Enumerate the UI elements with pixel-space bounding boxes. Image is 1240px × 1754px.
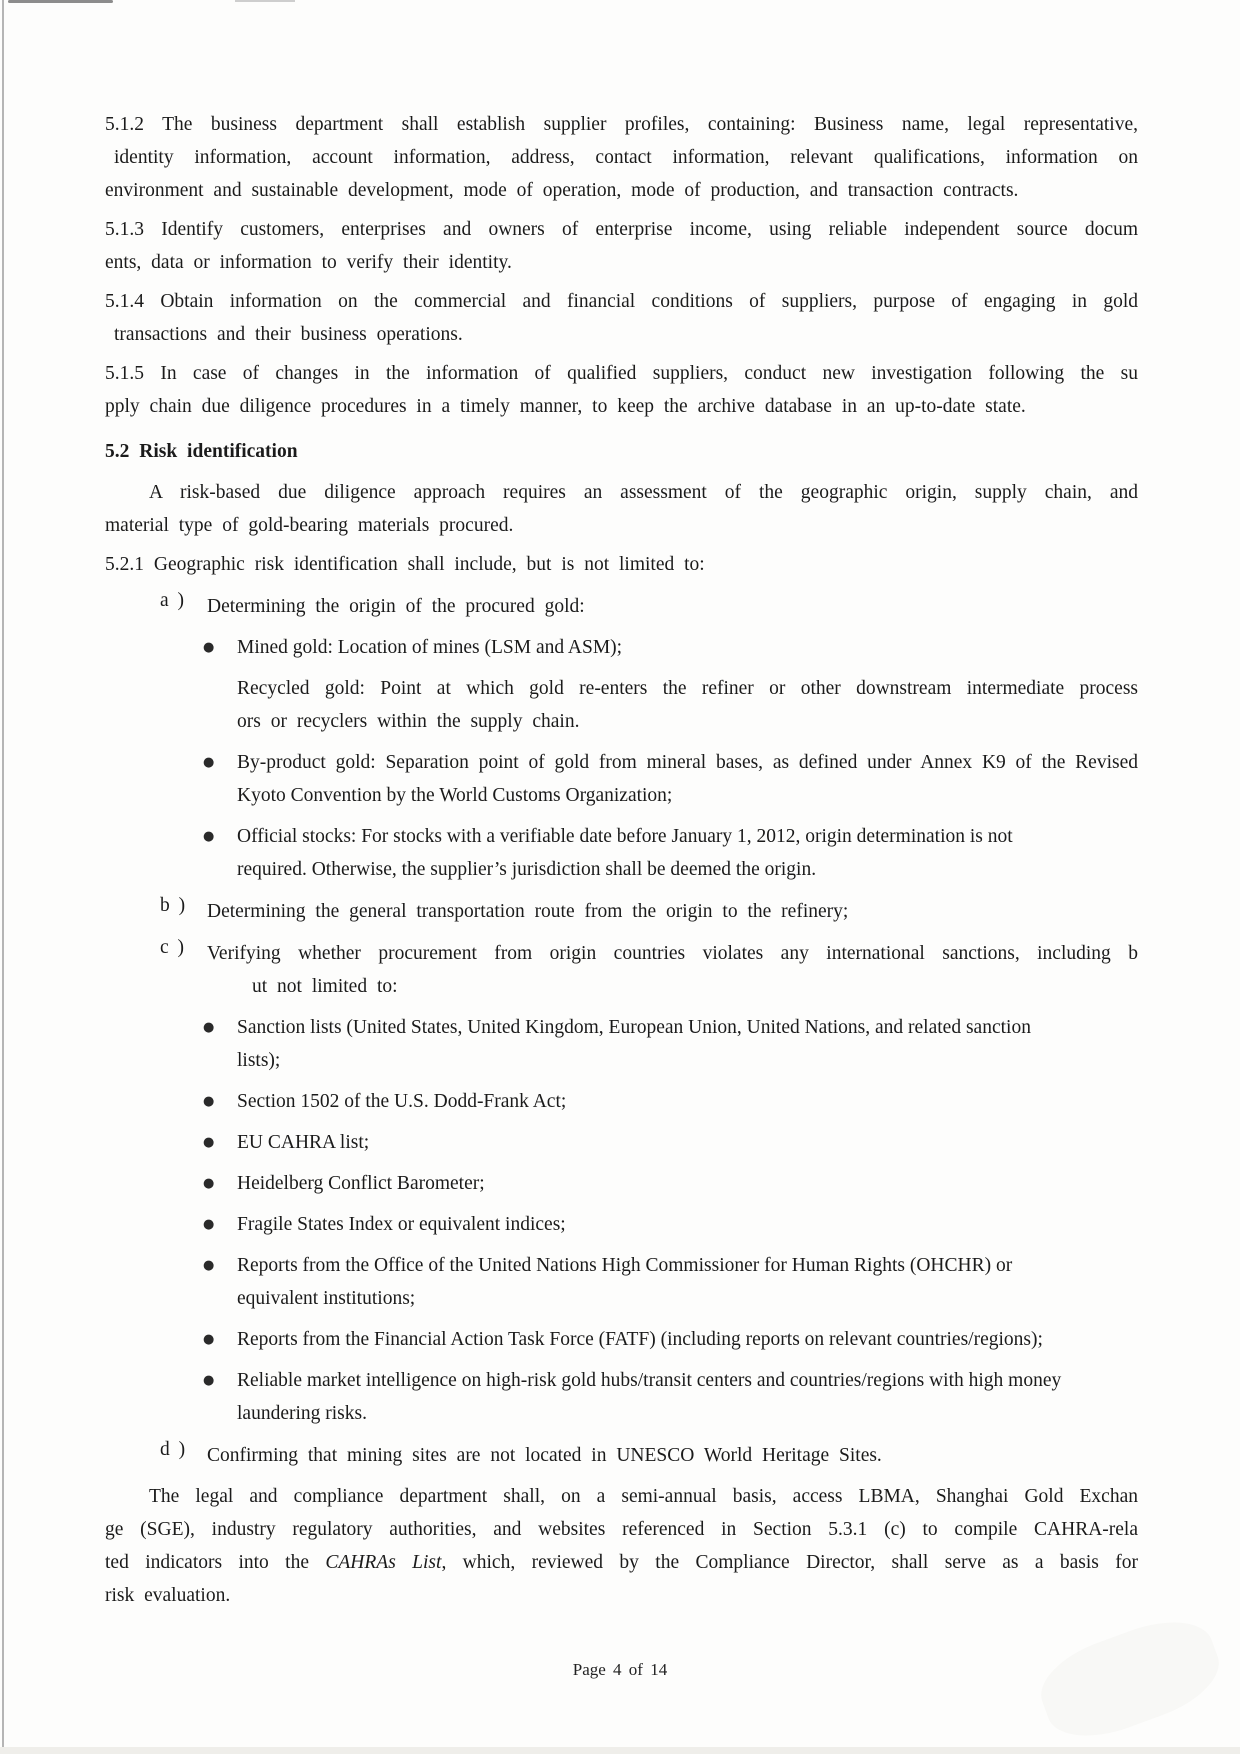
para-recycled-gold — [237, 672, 1138, 738]
list-item-text — [237, 1323, 1138, 1356]
text-line: Section 1502 of the U.S. Dodd-Frank Act; — [237, 1091, 567, 1112]
bullet-icon: ● — [203, 640, 215, 655]
list-item-text — [237, 1011, 1138, 1077]
bullet-fragile-states — [203, 1208, 1138, 1241]
text-line: laundering risks. — [237, 1403, 367, 1424]
bullet-official-stocks — [203, 820, 1138, 886]
list-item-text — [207, 1439, 1138, 1472]
list-item-text — [237, 1208, 1138, 1241]
text-line: equivalent institutions; — [237, 1288, 416, 1309]
list-item-text — [207, 895, 1138, 928]
text-line: Fragile States Index or equivalent indices; — [237, 1214, 566, 1235]
text-line: pply chain due diligence procedures in a timely manner, to keep the archive database in an up-to-date state. — [105, 396, 1026, 417]
bullet-icon: ● — [203, 1373, 215, 1388]
bullet-dodd-frank — [203, 1085, 1138, 1118]
text-line: required. Otherwise, the supplier’s jurisdiction shall be deemed the origin. — [237, 859, 817, 880]
bullet-icon: ● — [203, 755, 215, 770]
text-line: Verifying whether procurement from origin countries violates any international sanctions, including b — [207, 943, 1138, 964]
text-line: material type of gold-bearing materials procured. — [105, 515, 514, 536]
text-line: Heidelberg Conflict Barometer; — [237, 1173, 485, 1194]
bullet-heidelberg — [203, 1167, 1138, 1200]
text-line: Mined gold: Location of mines (LSM and ASM); — [237, 637, 623, 658]
text-line: risk evaluation. — [105, 1585, 231, 1606]
page-number: Page 4 of 14 — [572, 1660, 668, 1679]
list-item-text — [237, 631, 1138, 664]
text-line: Recycled gold: Point at which gold re-enters the refiner or other downstream intermediate process — [237, 678, 1138, 699]
text-line: Official stocks: For stocks with a verifiable date before January 1, 2012, origin determination is not — [237, 826, 1013, 847]
text-line: Reports from the Financial Action Task Force (FATF) (including reports on relevant countries/regions); — [237, 1329, 1043, 1350]
clause-5.2.1 — [105, 548, 1138, 581]
text-line: 5.2 Risk identification — [105, 441, 298, 462]
scan-edge-band — [0, 1747, 1240, 1754]
clause-5.1.2 — [105, 108, 1138, 207]
text-line: By-product gold: Separation point of gold from mineral bases, as defined under Annex K9 of the Revised — [237, 752, 1138, 773]
text-line: The legal and compliance department shall, on a semi-annual basis, access LBMA, Shanghai Gold Exchan — [149, 1486, 1138, 1507]
bullet-icon: ● — [203, 1135, 215, 1150]
bullet-icon: ● — [203, 1094, 215, 1109]
text-line: 5.1.3 Identify customers, enterprises and owners of enterprise income, using reliable independent source docum — [105, 219, 1138, 240]
text-line: EU CAHRA list; — [237, 1132, 370, 1153]
item-a — [160, 590, 1138, 623]
bullet-icon: ● — [203, 1332, 215, 1347]
text-line: Kyoto Convention by the World Customs Organization; — [237, 785, 673, 806]
clause-5.1.3 — [105, 213, 1138, 279]
bullet-icon: ● — [203, 1020, 215, 1035]
list-letter-label: b ) — [160, 895, 188, 916]
clause-5.1.4 — [105, 285, 1138, 351]
item-c — [160, 937, 1138, 1003]
list-item-text — [207, 590, 1138, 623]
clause-5.1.5 — [105, 357, 1138, 423]
bullet-byproduct-gold — [203, 746, 1138, 812]
bullet-icon: ● — [203, 1258, 215, 1273]
text-line: identity information, account information, address, contact information, relevant qualifications, information on — [114, 147, 1138, 168]
text-line: Reliable market intelligence on high-risk gold hubs/transit centers and countries/regions with high money — [237, 1370, 1062, 1391]
text-line: Determining the general transportation route from the origin to the refinery; — [207, 901, 849, 922]
list-item-text — [237, 1249, 1138, 1315]
bullet-sanction-lists — [203, 1011, 1138, 1077]
list-item-text — [237, 1085, 1138, 1118]
text-line: transactions and their business operations. — [114, 324, 463, 345]
para-risk-approach — [105, 476, 1138, 542]
item-b — [160, 895, 1138, 928]
text-line: ents, data or information to verify their identity. — [105, 252, 512, 273]
list-letter-label: c ) — [160, 937, 187, 958]
text-line: ut not limited to: — [252, 976, 398, 997]
text-line: Determining the origin of the procured gold: — [207, 596, 585, 617]
text-line: ge (SGE), industry regulatory authorities, and websites referenced in Section 5.3.1 (c) to compile CAHRA-rela — [105, 1519, 1138, 1540]
item-d — [160, 1439, 1138, 1472]
text-line: lists); — [237, 1050, 281, 1071]
bullet-market-intelligence — [203, 1364, 1138, 1430]
list-letter-label: a ) — [160, 590, 187, 611]
bullet-icon: ● — [203, 1176, 215, 1191]
text-line: A risk-based due diligence approach requires an assessment of the geographic origin, supply chain, and — [149, 482, 1138, 503]
text-line: environment and sustainable development, mode of operation, mode of production, and transaction contracts. — [105, 180, 1019, 201]
list-letter-label: d ) — [160, 1439, 188, 1460]
list-item-text — [207, 937, 1138, 1003]
bullet-icon: ● — [203, 1217, 215, 1232]
text-line: 5.1.2 The business department shall establish supplier profiles, containing: Business name, legal representative, — [105, 114, 1138, 135]
list-item-text — [237, 1364, 1138, 1430]
text-line: Confirming that mining sites are not located in UNESCO World Heritage Sites. — [207, 1445, 882, 1466]
text-line: ors or recyclers within the supply chain. — [237, 711, 580, 732]
text-line: 5.1.5 In case of changes in the information of qualified suppliers, conduct new investigation following the su — [105, 363, 1138, 384]
bullet-eu-cahra — [203, 1126, 1138, 1159]
text-line: Reports from the Office of the United Nations High Commissioner for Human Rights (OHCHR) or — [237, 1255, 1013, 1276]
bullet-icon: ● — [203, 829, 215, 844]
text-line: Sanction lists (United States, United Kingdom, European Union, United Nations, and related sanction — [237, 1017, 1031, 1038]
bullet-fatf-reports — [203, 1323, 1138, 1356]
list-item-text — [237, 1126, 1138, 1159]
bullet-ohchr-reports — [203, 1249, 1138, 1315]
heading-5.2 — [105, 435, 1138, 468]
text-line: 5.2.1 Geographic risk identification shall include, but is not limited to: — [105, 554, 705, 575]
text-line: ted indicators into the CAHRAs List, which, reviewed by the Compliance Director, shall serve as a basis for — [105, 1552, 1138, 1573]
text-line: 5.1.4 Obtain information on the commercial and financial conditions of suppliers, purpose of engaging in gold — [105, 291, 1138, 312]
list-item-text — [237, 746, 1138, 812]
list-item-text — [237, 1167, 1138, 1200]
bullet-mined-gold — [203, 631, 1138, 664]
list-item-text — [237, 820, 1138, 886]
para-cahras-list — [105, 1480, 1138, 1612]
